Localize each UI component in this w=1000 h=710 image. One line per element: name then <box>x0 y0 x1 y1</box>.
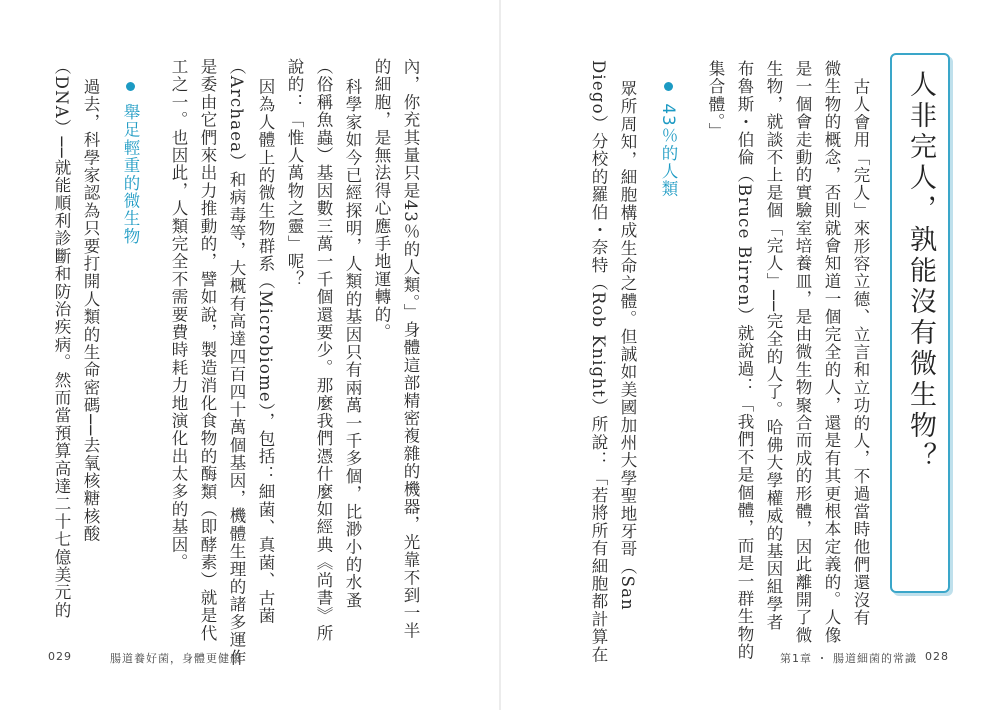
body-line: 科學家如今已經探明，人類的基因只有兩萬一千多個，比渺小的水蚤 <box>343 78 362 609</box>
body-line: 過去，科學家認為只要打開人類的生命密碼──去氧核糖核酸 <box>81 78 100 543</box>
chapter-section-title: 人非完人，孰能沒有微生物？ <box>905 70 936 473</box>
body-line: （Archaea）和病毒等，大概有高達四百四十萬個基因，機體生理的諸多運作 <box>227 58 246 667</box>
body-line: 微生物的概念，否則就會知道一個完全的人，還是有其更根本定義的。人像 <box>822 60 841 645</box>
body-line: 是委由它們來出力推動的，譬如說，製造消化食物的酶類（即酵素）就是代 <box>198 58 217 643</box>
body-line: 眾所周知，細胞構成生命之體。但誠如美國加州大學聖地牙哥（San <box>618 80 637 611</box>
body-line: Diego）分校的羅伯・奈特（Rob Knight）所說：「若將所有細胞都計算在 <box>589 60 608 664</box>
section-heading <box>118 82 143 245</box>
body-line: 集合體。」 <box>706 60 725 141</box>
section-heading-text: 43％的人類 <box>659 103 678 198</box>
body-line: 內，你充其量只是43％的人類。」身體這部精密複雜的機器，光靠不到一半 <box>401 58 420 640</box>
bullet-icon <box>126 82 135 91</box>
section-heading-text: 舉足輕重的微生物 <box>121 103 140 246</box>
body-line: 是一個會走動的實驗室培養皿，是由微生物聚合而成的形體，因此離開了微 <box>793 60 812 645</box>
footer-chapter: 第1章 ・ 腸道細菌的常識 <box>780 652 917 665</box>
body-line: 因為人體上的微生物群系（Microbiome），包括：細菌、真菌、古菌 <box>256 78 275 625</box>
body-line: 的細胞，是無法得心應手地運轉的。 <box>372 58 391 342</box>
footer-page-number: 028 <box>925 650 949 663</box>
bullet-icon <box>664 82 673 91</box>
footer-page-number: 029 <box>48 650 72 663</box>
body-line: 說的：「惟人萬物之靈」呢？ <box>285 58 304 289</box>
body-line: 古人會用「完人」來形容立德、立言和立功的人，不過當時他們還沒有 <box>851 78 870 627</box>
body-line: 布魯斯・伯倫（Bruce Birren）就說過：「我們不是個體，而是一群生物的 <box>735 60 754 661</box>
section-heading <box>656 82 681 198</box>
footer-book-title: 腸道養好菌，身體更健康 <box>110 652 242 665</box>
body-line: 工之一。也因此，人類完全不需要費時耗力地演化出太多的基因。 <box>169 58 188 572</box>
body-line: （俗稱魚蟲）基因數三萬一千個還要少。那麼我們憑什麼如經典《尚書》所 <box>314 58 333 643</box>
body-line: 生物，就談不上是個「完人」──完全的人了。哈佛大學權威的基因組學者 <box>764 60 783 631</box>
page-gutter <box>499 0 501 710</box>
body-line: （DNA）──就能順利診斷和防治疾病。然而當預算高達二十七億美元的 <box>52 58 71 620</box>
